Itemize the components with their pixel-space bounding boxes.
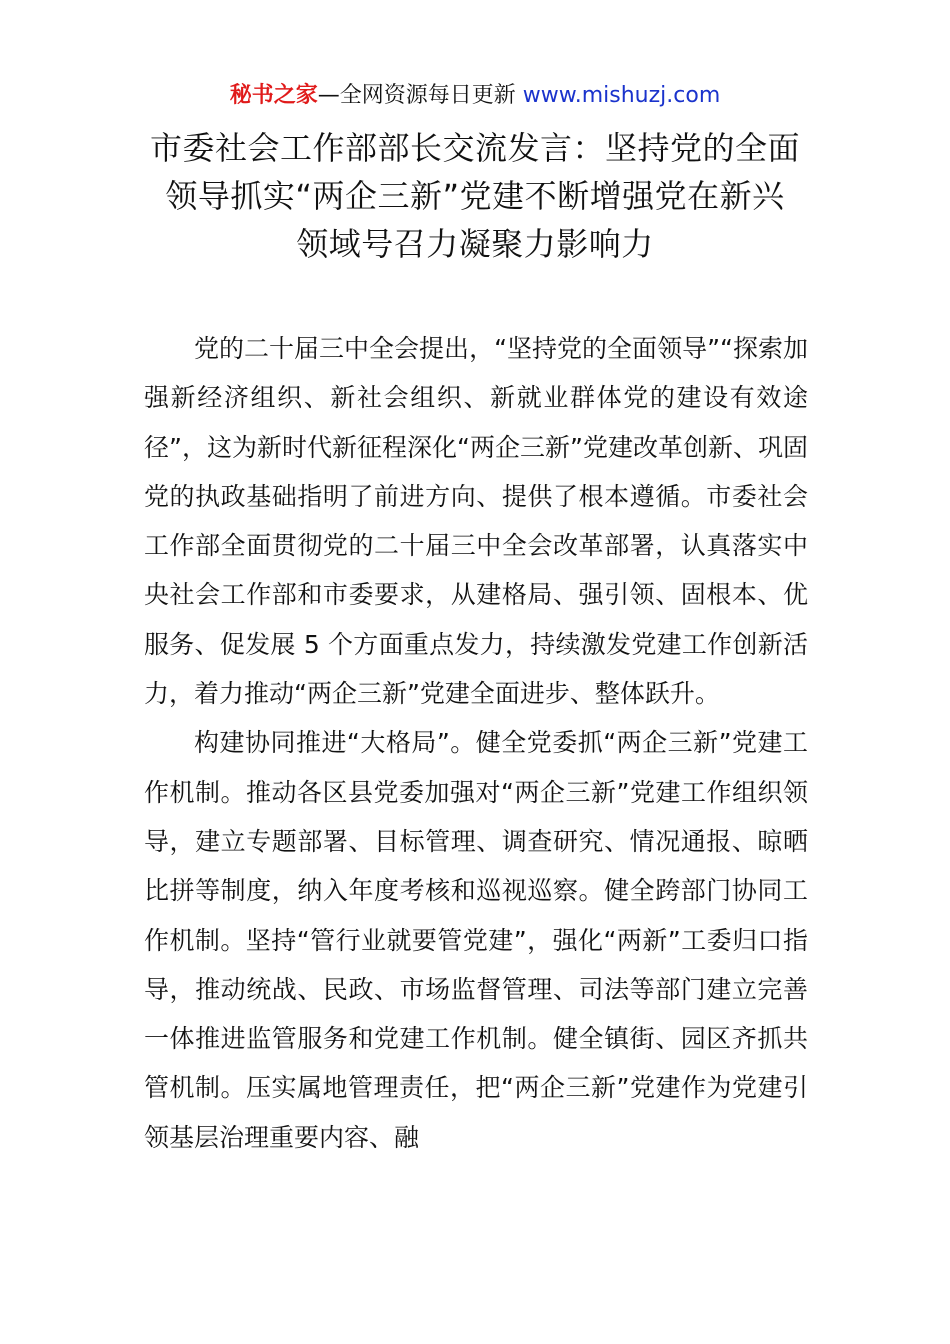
- site-url[interactable]: www.mishuzj.com: [522, 83, 721, 108]
- document-title: [120, 124, 830, 268]
- title-line-2: 领导抓实“两企三新”党建不断增强党在新兴: [165, 177, 785, 215]
- site-tagline: —全网资源每日更新: [317, 83, 523, 108]
- title-line-3: 领域号召力凝聚力影响力: [296, 225, 654, 263]
- paragraph-1: 党的二十届三中全会提出，“坚持党的全面领导”“探索加强新经济组织、新社会组织、新就业群体党的建设有效途径”，这为新时代新征程深化“两企三新”党建改革创新、巩固党的执政基础指明了前进方向、提供了根本遵循。市委社会工作部全面贯彻党的二十届三中全会改革部署，认真落实中央社会工作部和市委要求，从建格局、强引领、固根本、优服务、促发展 5 个方面重点发力，持续激发党建工作创新活力，着力推动“两企三新”党建全面进步、整体跃升。: [144, 334, 808, 709]
- site-brand: 秘书之家: [229, 83, 318, 108]
- site-header: [0, 80, 950, 112]
- title-line-1: 市委社会工作部部长交流发言：坚持党的全面: [149, 129, 800, 167]
- document-body: [144, 324, 808, 1162]
- paragraph-2: 构建协同推进“大格局”。健全党委抓“两企三新”党建工作机制。推动各区县党委加强对“两企三新”党建工作组织领导，建立专题部署、目标管理、调查研究、情况通报、晾晒比拼等制度，纳入年度考核和巡视巡察。健全跨部门协同工作机制。坚持“管行业就要管党建”，强化“两新”工委归口指导，推动统战、民政、市场监督管理、司法等部门建立完善一体推进监管服务和党建工作机制。健全镇街、园区齐抓共管机制。压实属地管理责任，把“两企三新”党建作为党建引领基层治理重要内容、融: [144, 728, 808, 1152]
